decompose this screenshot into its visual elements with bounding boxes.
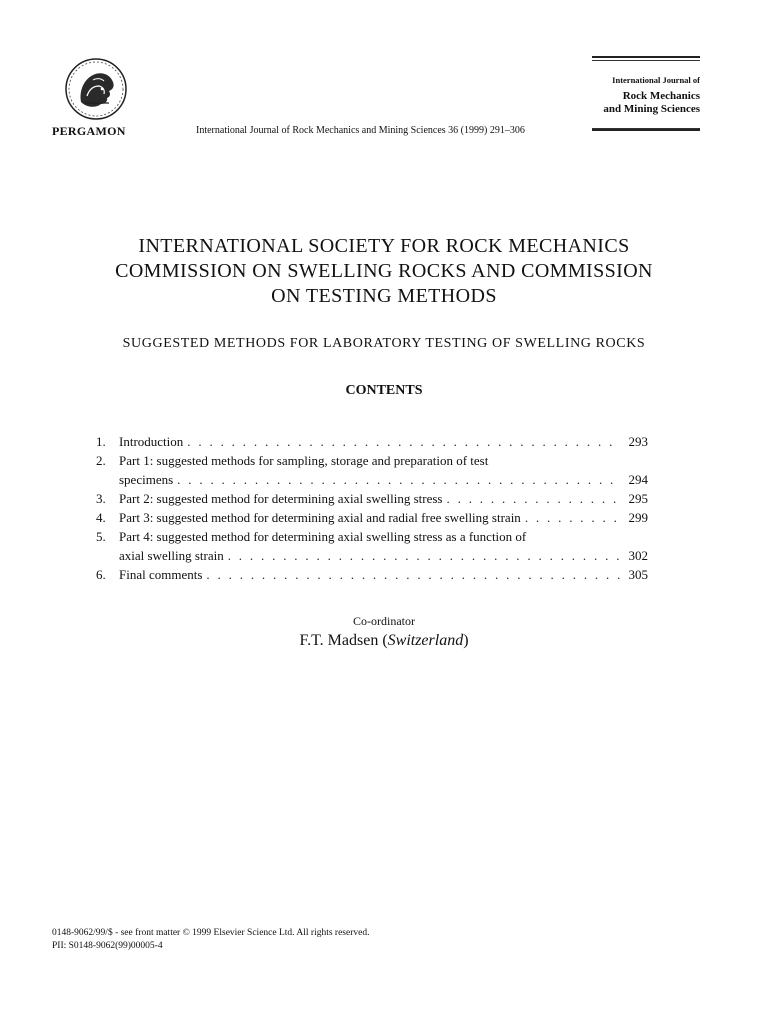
- toc-page-number: 299: [628, 510, 648, 525]
- coordinator-country: Switzerland: [387, 632, 464, 649]
- toc-entry-2-line-2[interactable]: [96, 470, 648, 489]
- toc-title: Part 4: suggested method for determining axial swelling stress as a function of: [119, 529, 527, 544]
- toc-title: Final comments: [119, 567, 203, 582]
- toc-entry-4[interactable]: [96, 508, 648, 527]
- coordinator-name: F.T. Madsen: [299, 632, 379, 649]
- journal-name-prefix: International Journal of: [612, 75, 700, 85]
- table-of-contents: [96, 432, 648, 584]
- toc-title-continued: specimens: [119, 472, 174, 487]
- contents-heading: CONTENTS: [345, 383, 423, 398]
- toc-entry-2-line-1[interactable]: [96, 451, 648, 470]
- toc-title: Part 1: suggested methods for sampling, storage and preparation of test: [119, 453, 489, 468]
- pergamon-logo: [63, 56, 129, 122]
- toc-leader-dots: [525, 508, 620, 527]
- masthead-rule-bottom: [592, 129, 700, 131]
- masthead-rule-top: [592, 56, 700, 58]
- journal-name-line2: and Mining Sciences: [603, 103, 700, 115]
- toc-entry-6[interactable]: [96, 565, 648, 584]
- toc-leader-dots: [228, 546, 620, 565]
- copyright-footer: [52, 927, 369, 953]
- title-line-2: COMMISSION ON SWELLING ROCKS AND COMMISSION: [115, 260, 653, 282]
- pii-line: PII: S0148-9062(99)00005-4: [52, 941, 163, 951]
- toc-page-number: 294: [628, 472, 648, 487]
- toc-leader-dots: [206, 565, 620, 584]
- toc-entry-5-line-1[interactable]: [96, 527, 648, 546]
- journal-citation: International Journal of Rock Mechanics and Mining Sciences 36 (1999) 291–306: [196, 125, 525, 136]
- masthead-rule-top-thin: [592, 60, 700, 61]
- article-subtitle: SUGGESTED METHODS FOR LABORATORY TESTING OF SWELLING ROCKS: [122, 336, 646, 351]
- toc-number: 2.: [96, 453, 106, 468]
- toc-title-continued: axial swelling strain: [119, 548, 224, 563]
- coordinator-line: F.T. Madsen (Switzerland): [299, 632, 469, 649]
- toc-page-number: 305: [628, 567, 648, 582]
- publisher-name: PERGAMON: [52, 124, 126, 138]
- toc-leader-dots: [177, 470, 620, 489]
- toc-number: 3.: [96, 491, 106, 506]
- toc-number: 5.: [96, 529, 106, 544]
- title-line-1: INTERNATIONAL SOCIETY FOR ROCK MECHANICS: [138, 235, 630, 257]
- toc-number: 6.: [96, 567, 106, 582]
- toc-leader-dots: [187, 432, 620, 451]
- journal-name-line1: Rock Mechanics: [622, 90, 700, 102]
- toc-entry-3[interactable]: [96, 489, 648, 508]
- toc-page-number: 293: [628, 434, 648, 449]
- toc-page-number: 295: [628, 491, 648, 506]
- toc-entry-5-line-2[interactable]: [96, 546, 648, 565]
- article-title: [40, 234, 728, 309]
- title-line-3: ON TESTING METHODS: [271, 285, 497, 307]
- toc-title: Introduction: [119, 434, 184, 449]
- toc-page-number: 302: [628, 548, 648, 563]
- copyright-line: 0148-9062/99/$ - see front matter © 1999 Elsevier Science Ltd. All rights reserved.: [52, 928, 370, 938]
- masthead-rules-bottom: [592, 126, 700, 131]
- toc-number: 1.: [96, 434, 106, 449]
- toc-entry-1[interactable]: [96, 432, 648, 451]
- journal-masthead: [592, 56, 700, 116]
- toc-number: 4.: [96, 510, 106, 525]
- toc-title: Part 3: suggested method for determining axial and radial free swelling strain: [119, 510, 521, 525]
- toc-title: Part 2: suggested method for determining axial swelling stress: [119, 491, 443, 506]
- pergamon-athena-head-icon: [63, 56, 129, 122]
- coordinator-label: Co-ordinator: [353, 614, 415, 628]
- toc-leader-dots: [447, 489, 621, 508]
